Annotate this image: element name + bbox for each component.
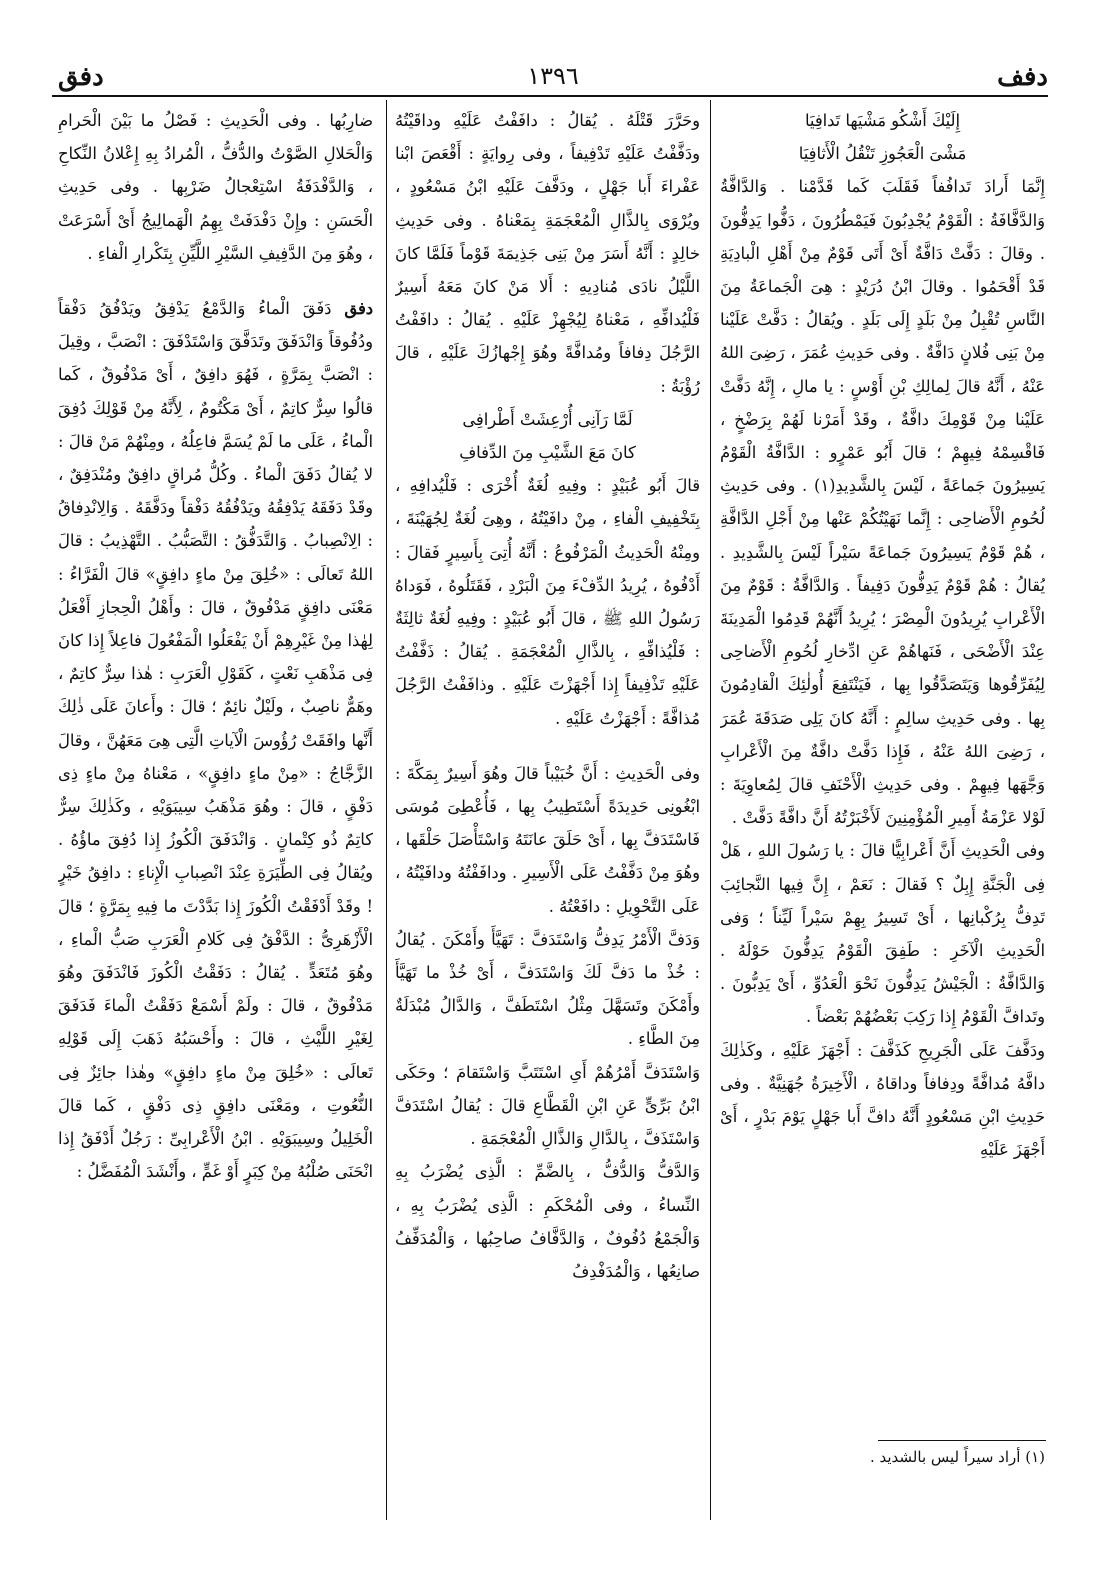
entry-paragraph: ضارِبُها . وفى الْحَدِيثِ : فَصْلُ ما بَيْنَ الْحَرامِ وَالْحَلالِ الصَّوْتُ والدُّفُّ ، الْمُرادُ بِهِ إِعْلانُ النِّكاحِ ، وَالدَّفْدَفَةُ اسْتِعْجالُ ضَرْبِها . وفى حَدِيثِ الْحَسَنِ : وإِنْ دَفْدَفَتْ بِهِمُ الْهَمالِيجُ أَىْ أَسْرَعَتْ ، وهُوَ مِنَ الدَّفِيفِ السَّيْرِ اللَّيِّنِ بِتَكْرارِ الْفاءِ . [58, 111, 373, 263]
entry-paragraph: قالَ أَبُو عُبَيْدٍ : وفِيهِ لُغَةٌ أُخْرَى : فَلْيُدافِهِ ، بِتَخْفِيفِ الْفاءِ ، مِنْ دافَيْتُهُ ، وهِىَ لُغَةٌ لِجُهَيْنَةَ ، ومِنْهُ الْحَدِيثُ الْمَرْفُوعُ : أَنَّهُ أُتِىَ بِأَسِيرٍ فَقالَ : أَدْفُوهُ ، يُرِيدُ الدِّفْءَ مِنَ الْبَرْدِ ، فَقَتَلُوهُ ، فَوَداهُ رَسُولُ اللهِ ﷺ ، قالَ أَبُو عُبَيْدٍ : وفِيهِ لُغَةٌ ثالِثَةٌ : فَلْيُذافِّهِ ، بِالذَّالِ الْمُعْجَمَةِ . يُقالُ : ذَفَّفْتُ عَلَيْهِ تَذْفِيفاً إِذا أَجْهَزْتَ عَلَيْهِ . وذافَفْتُ الرَّجُلَ مُذافَّةً : أَجْهَزْتُ عَلَيْهِ . [395, 476, 700, 728]
entry-paragraph [58, 292, 373, 1188]
footnote: (١) أراد سيراً ليس بالشديد . [869, 1448, 1045, 1466]
page-number: ١٣٩٦ [527, 62, 579, 90]
entry-paragraph: وَالدَّفُّ وَالدُّفُّ ، بِالضَّمِّ : الَّذِى يُضْرَبُ بِهِ النِّساءُ ، وفى الْمُحْكَمِ : الَّذِى يُضْرَبُ بِهِ ، وَالْجَمْعُ دُفُوفٌ ، وَالدَّفَّافُ صاحِبُها ، وَالْمُدَفِّفُ صانِعُها ، وَالْمُدَفْدِفُ [395, 1162, 700, 1281]
entry-paragraph: ودَفَّفَ عَلَى الْجَرِيحِ كَذَفَّفَ : أَجْهَزَ عَلَيْهِ ، وكَذٰلِكَ دافَّهُ مُدافَّةً ودِفافاً وداقاهُ ، الْأَخِيرَةُ جُهَنِيَّةٌ . وفى حَدِيثِ ابْنِ مَسْعُودٍ أَنَّهُ دافَّ أَبا جَهْلٍ يَوْمَ بَدْرٍ ، أَىْ أَجْهَزَ عَلَيْهِ [720, 1040, 1045, 1160]
column-middle [395, 104, 700, 1522]
header-rule [52, 95, 1048, 97]
footnote-rule [878, 1440, 1046, 1441]
entry-paragraph: وَدَفَّ الْأَمْرُ يَدِفُّ وَاسْتَدَفَّ : تَهَيَّأَ وأَمْكَنَ . يُقالُ : خُذْ ما دَفَّ لَكَ وَاسْتَدَفَّ ، أَىْ خُذْ ما تَهَيَّأَ وأَمْكَنَ وتَسَهَّلَ مِثْلُ اسْتَطَفَّ ، وَالدَّالُ مُبْدَلَةٌ مِنَ الطَّاءِ . [395, 929, 700, 1049]
header-root-left: دفق [58, 62, 104, 92]
paragraph-gap [395, 735, 700, 757]
page-header [58, 60, 1048, 98]
entry-paragraph: وفى الْحَدِيثِ : أَنَّ خُبَيْباً قالَ وهُوَ أَسِيرٌ بِمَكَّةَ : ابْغُونِى حَدِيدَةً أَسْتَطِيبُ بِها ، فَأُعْطِىَ مُوسَى فَاسْتَدَفَّ بِها ، أَىْ حَلَقَ عانَتَهُ وَاسْتَأْصَلَ حَلْقَها ، وهُوَ مِنْ دَفَّفْتُ عَلَى الْأَسِيرِ . ودافَفْتُهُ ودافَيْتُهُ ، عَلَى التَّحْوِيلِ : دافَعْتُهُ . [395, 763, 700, 916]
header-root-right: دفف [997, 62, 1048, 92]
verse-line: إِلَيْكَ أَشْكُو مَشْيَها تَدافِيَا [804, 111, 961, 130]
column-right [720, 104, 1045, 1434]
verse-line: كانَ مَعَ الشَّيْبِ مِنَ الدِّفافِ [459, 443, 636, 463]
column-divider [386, 100, 387, 1520]
column-divider [710, 100, 711, 1520]
verse-line: لَمَّا رَآنِى أُرْعِشَتْ أَطْرافِى [462, 409, 633, 429]
entry-text: دَفَقَ الْماءُ وَالدَّمْعُ يَدْفِقُ ويَدْفُقُ دَفْقاً ودُفُوقاً وَانْدَفَقَ وتَدَفَّقَ وَاسْتَدْفَقَ : انْصَبَّ ، وقِيلَ : انْصَبَّ بِمَرَّةٍ ، فَهُوَ دافِقٌ ، أَىْ مَدْفُوقٌ ، كَما قالُوا سِرٌّ كاتِمٌ ، أَىْ مَكْتُومٌ ، لِأَنَّهُ مِنْ قَوْلِكَ دُفِقَ الْماءُ ، عَلَى ما لَمْ يُسَمَّ فاعِلُهُ ، ومِنْهُمْ مَنْ قالَ : لا يُقالُ دَفَقَ الْماءُ . وكُلُّ مُراقٍ دافِقٌ ومُنْدَفِقٌ ، وقَدْ دَفَقَهُ يَدْفِقُهُ ويَدْفُقُهُ دَفْقاً ودَفَّقَهُ . وَالِانْدِفاقُ : الِانْصِبابُ . وَالتَّدَفُّقُ : التَّصَبُّبُ . التَّهْذِيبُ : قالَ اللهُ تَعالَى : «خُلِقَ مِنْ ماءٍ دافِقٍ» قالَ الْفَرَّاءُ : مَعْنَى دافِقٍ مَدْفُوقٌ ، قالَ : وأَهْلُ الْحِجازِ أَفْعَلُ لِهٰذا مِنْ غَيْرِهِمْ أَنْ يَفْعَلُوا الْمَفْعُولَ فاعِلاً إِذا كانَ فِى مَذْهَبِ نَعْتٍ ، كَقَوْلِ الْعَرَبِ : هٰذا سِرٌّ كاتِمٌ ، وهَمٌّ ناصِبٌ ، ولَيْلٌ نائِمٌ ؛ قالَ : وأَعانَ عَلَى ذٰلِكَ أَنَّها وافَقَتْ رُؤُوسَ الْآياتِ الَّتِى هِىَ مَعَهُنَّ ، وقالَ الزَّجَّاجُ : «مِنْ ماءٍ دافِقٍ» ، مَعْناهُ مِنْ ماءٍ ذِى دَفْقٍ ، قالَ : وهُوَ مَذْهَبُ سِيبَوَيْهِ ، وكَذٰلِكَ سِرٌّ كاتِمٌ ذُو كِتْمانٍ . وَانْدَفَقَ الْكُوزُ إِذا دُفِقَ ماؤُهُ . ويُقالُ فِى الطِّيَرَةِ عِنْدَ انْصِبابِ الْإِناءِ : دافِقُ خَيْرٍ ! وقَدْ أَدْفَقْتُ الْكُوزَ إِذا بَدَّدْتَ ما فِيهِ بِمَرَّةٍ ؛ قالَ الْأَزْهَرِىُّ : الدَّفْقُ فِى كَلامِ الْعَرَبِ صَبُّ الْماءِ ، وهُوَ مُتَعَدٍّ . يُقالُ : دَفَقْتُ الْكُوزَ فَانْدَفَقَ وهُوَ مَدْفُوقٌ ، قالَ : ولَمْ أَسْمَعْ دَفَقْتُ الْماءَ فَدَفَقَ لِغَيْرِ اللَّيْثِ ، قالَ : وأَحْسَبُهُ ذَهَبَ إِلَى قَوْلِهِ تَعالَى : «خُلِقَ مِنْ ماءٍ دافِقٍ» وهٰذا جائِزٌ فِى النُّعُوتِ ، ومَعْنَى دافِقٍ ذِى دَفْقٍ ، كَما قالَ الْخَلِيلُ وسِيبَوَيْهِ . ابْنُ الْأَعْرابِىِّ : رَجُلٌ أَدْفَقُ إِذا انْحَنَى صُلْبُهُ مِنْ كِبَرٍ أَوْ غَمٍّ ، وأَنْشَدَ الْمُفَضَّلُ : [58, 299, 373, 1182]
entry-paragraph: وحَرَّرَ قَتْلَهُ . يُقالُ : دافَفْتُ عَلَيْهِ وداقَيْتُهُ ودَفَّفْتُ عَلَيْهِ تَدْفِيفاً ، وفى رِوايَةٍ : أَقْعَصَ ابْنا عَفْراءَ أَبا جَهْلٍ ، ودَفَّفَ عَلَيْهِ ابْنُ مَسْعُودٍ ، ويُرْوَى بِالذَّالِ الْمُعْجَمَةِ بِمَعْناهُ . وفى حَدِيثِ خالِدٍ : أَنَّهُ أَسَرَ مِنْ بَنِى جَذِيمَةَ قَوْماً فَلَمَّا كانَ اللَّيْلُ نادَى مُنادِيهِ : أَلا مَنْ كانَ مَعَهُ أَسِيرٌ فَلْيُدافِّهِ ، مَعْناهُ لِيُجْهِزْ عَلَيْهِ . يُقالُ : دافَفْتُ الرَّجُلَ دِفافاً ومُدافَّةً وهُوَ إِجْهازُكَ عَلَيْهِ ، قالَ رُؤْبَةُ : [395, 111, 700, 396]
entry-paragraph: إِنَّمَا أَرادَ تَدافُفاً فَقَلَبَ كَما قَدَّمْنا . وَالدَّافَّةُ وَالدَّفَّافَةُ : الْقَوْمُ يُجْدِبُونَ فَيَمْطُرُونَ ، دَفُّوا يَدِفُّونَ . وقالَ : دَفَّتْ دَافَّةٌ أَىْ أَتَى قَوْمٌ مِنْ أَهْلِ الْبادِيَةِ قَدْ أَقْحَمُوا . وقالَ ابْنُ دُرَيْدٍ : هِىَ الْجَماعَةُ مِنَ النَّاسِ تُقْبِلُ مِنْ بَلَدٍ إِلَى بَلَدٍ . ويُقالُ : دَفَّتْ عَلَيْنا مِنْ بَنِى فُلانٍ دَافَّةٌ . وفى حَدِيثِ عُمَرَ ، رَضِىَ اللهُ عَنْهُ ، أَنَّهُ قالَ لِمالِكِ بْنِ أَوْسٍ : يا مالِ ، إِنَّهُ دَفَّتْ عَلَيْنا مِنْ قَوْمِكَ دافَّةٌ ، وقَدْ أَمَرْنا لَهُمْ بِرَضْخٍ ، فَاقْسِمْهُ فِيهِمْ ؛ قالَ أَبُو عَمْرٍو : الدَّافَّةُ الْقَوْمُ يَسِيرُونَ جَماعَةً ، لَيْسَ بِالشَّدِيدِ(١) . وفى حَدِيثِ لُحُومِ الْأَضاحِى : إِنَّما نَهَيْتُكُمْ عَنْها مِنْ أَجْلِ الدَّافَّةِ ، هُمْ قَوْمٌ يَسِيرُونَ جَماعَةً سَيْراً لَيْسَ بِالشَّدِيدِ . يُقالُ : هُمْ قَوْمٌ يَدِفُّونَ دَفِيفاً . وَالدَّافَّةُ : قَوْمٌ مِنَ الْأَعْرابِ يُرِيدُونَ الْمِصْرَ ؛ يُرِيدُ أَنَّهُمْ قَدِمُوا الْمَدِينَةَ عِنْدَ الْأَضْحَى ، فَنَهاهُمْ عَنِ ادِّخارِ لُحُومِ الْأَضاحِى لِيُفَرِّقُوها وَيَتَصَدَّقُوا بِها ، فَيَنْتَفِعَ أُولٰئِكَ الْقادِمُونَ بِها . وفى حَدِيثِ سالِمٍ : أَنَّهُ كانَ يَلِى صَدَقَةَ عُمَرَ ، رَضِىَ اللهُ عَنْهُ ، فَإِذا دَفَّتْ دافَّةٌ مِنَ الْأَعْرابِ وَجَّهَها فِيهِمْ . وفى حَدِيثِ الْأَحْنَفِ قالَ لِمُعاوِيَةَ : لَوْلا عَزْمَةُ أَمِيرِ الْمُؤْمِنِينَ لَأَخْبَرْتُهُ أَنَّ دافَّةً دَفَّتْ . [720, 177, 1045, 828]
column-left [58, 104, 373, 1522]
entry-paragraph: وفى الْحَدِيثِ أَنَّ أَعْرابِيًّا قالَ : يا رَسُولَ اللهِ ، هَلْ فِى الْجَنَّةِ إِبِلٌ ؟ فَقالَ : نَعَمْ ، إِنَّ فِيها النَّجائِبَ تَدِفُّ بِرُكْبانِها ، أَىْ تَسِيرُ بِهِمْ سَيْراً لَيِّناً ؛ وَفى الْحَدِيثِ الْآخَرِ : طَفِقَ الْقَوْمُ يَدِفُّونَ حَوْلَهُ . وَالدَّافَّةُ : الْجَيْشُ يَدِفُّونَ نَحْوَ الْعَدُوِّ ، أَىْ يَدِبُّونَ . وتَدافَّ الْقَوْمُ إِذا رَكِبَ بَعْضُهُمْ بَعْضاً . [720, 841, 1045, 1027]
paragraph-gap [58, 270, 373, 292]
entry-headword: دفق [344, 299, 373, 319]
verse-line: مَشْىَ الْعَجُوزِ تَنْقُلُ الْأَثافِيَا [798, 144, 967, 164]
entry-paragraph: وَاسْتَدَفَّ أَمْرُهُمْ أَىِ اسْتَتَبَّ وَاسْتَقامَ ؛ وحَكَى ابْنُ بَرِّىٍّ عَنِ ابْنِ الْقَطَّاعِ قالَ : يُقالُ اسْتَدَفَّ وَاسْتَذَفَّ ، بِالدَّالِ وَالذَّالِ الْمُعْجَمَةِ . [395, 1062, 700, 1149]
